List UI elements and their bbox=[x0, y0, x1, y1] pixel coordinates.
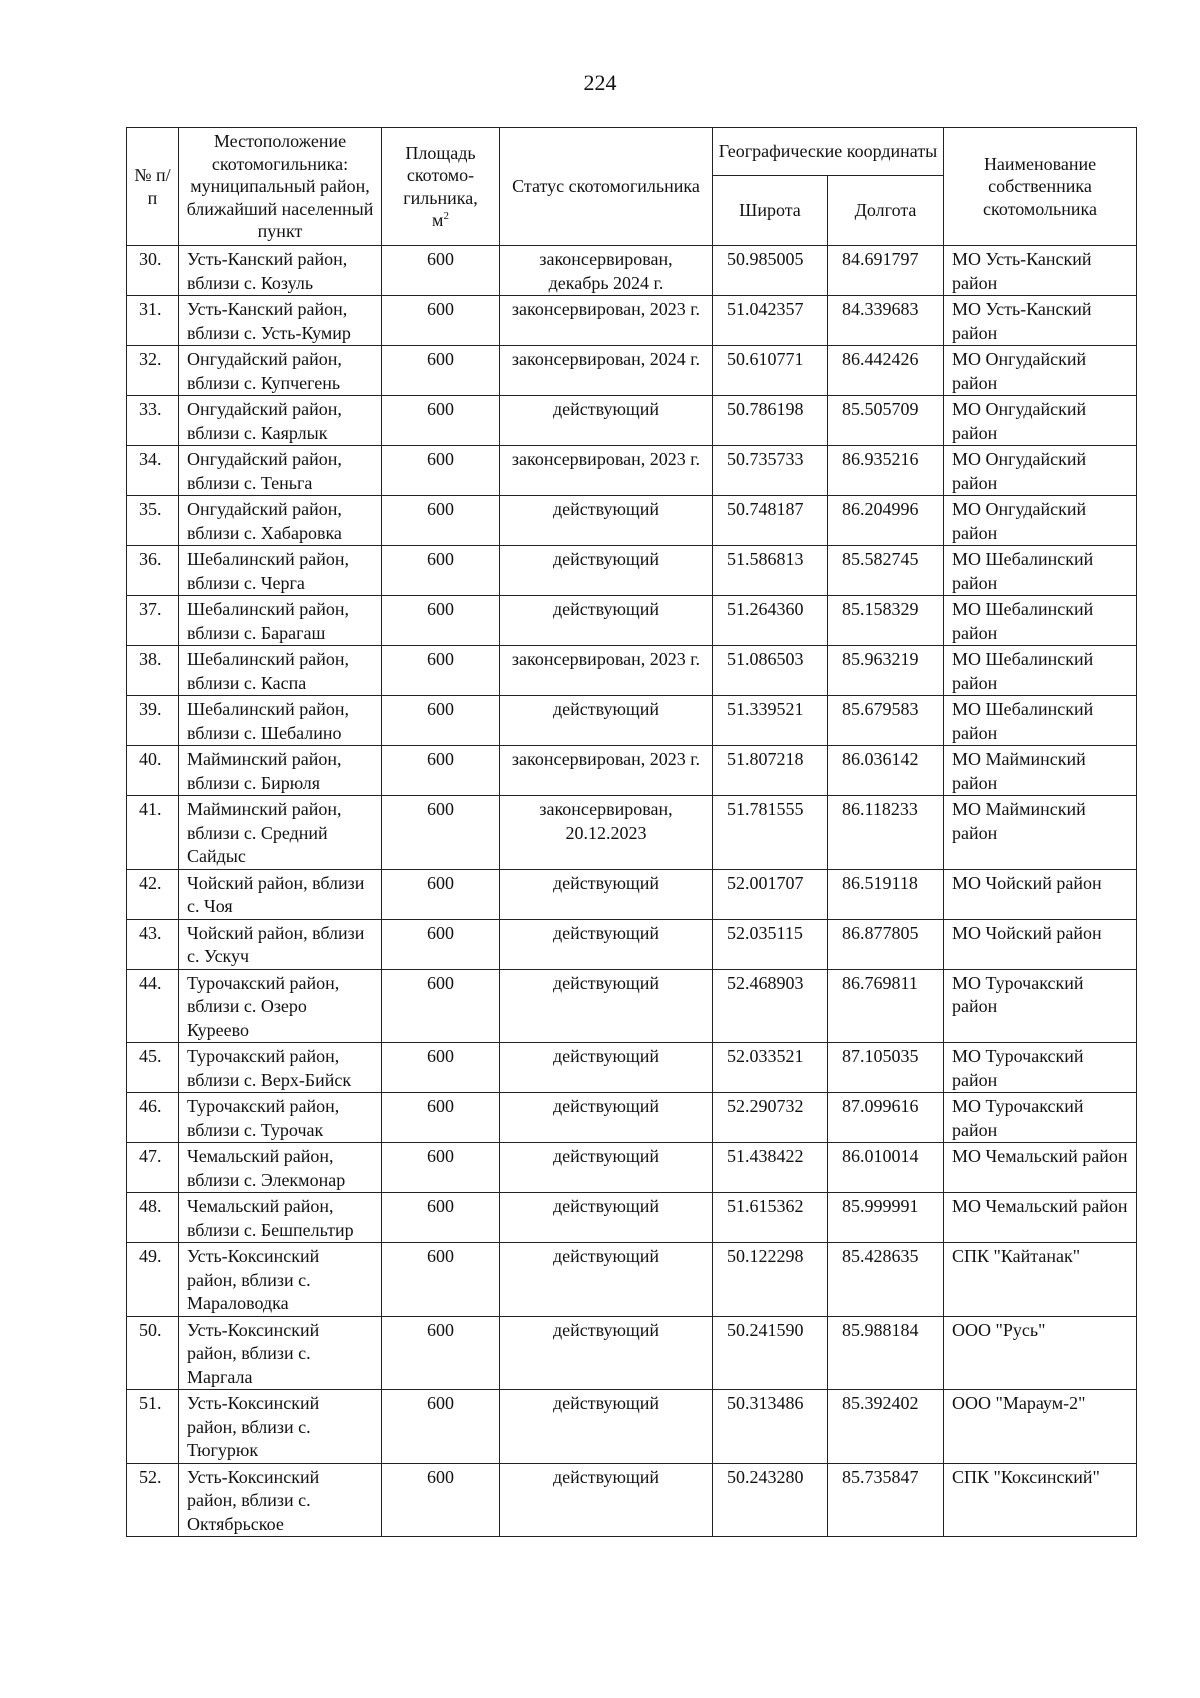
cell-latitude: 52.033521 bbox=[713, 1043, 828, 1093]
cell-latitude: 51.615362 bbox=[713, 1193, 828, 1243]
header-area-unit: м bbox=[432, 210, 444, 230]
table-row bbox=[127, 969, 1137, 1043]
cell-location: Чемальский район, вблизи с. Бешпельтир bbox=[179, 1193, 382, 1243]
cell-area: 600 bbox=[382, 1463, 500, 1537]
cell-num: 31. bbox=[127, 296, 179, 346]
cell-area: 600 bbox=[382, 869, 500, 919]
cell-location: Усть-Коксинский район, вблизи с. Маргала bbox=[179, 1316, 382, 1390]
cell-num: 34. bbox=[127, 446, 179, 496]
header-area-unit-exp: 2 bbox=[443, 210, 449, 222]
cell-status: действующий bbox=[500, 919, 713, 969]
cell-status: действующий bbox=[500, 1043, 713, 1093]
cell-longitude: 86.010014 bbox=[828, 1143, 944, 1193]
cell-status: действующий bbox=[500, 696, 713, 746]
header-status: Статус скотомогильника bbox=[500, 128, 713, 246]
cell-status: действующий bbox=[500, 1143, 713, 1193]
cell-latitude: 50.122298 bbox=[713, 1243, 828, 1317]
cell-num: 43. bbox=[127, 919, 179, 969]
cell-num: 48. bbox=[127, 1193, 179, 1243]
cell-location: Чемальский район, вблизи с. Элекмонар bbox=[179, 1143, 382, 1193]
cell-longitude: 86.442426 bbox=[828, 346, 944, 396]
cell-area: 600 bbox=[382, 796, 500, 870]
cell-owner: ООО "Мараум-2" bbox=[944, 1390, 1137, 1464]
cell-num: 33. bbox=[127, 396, 179, 446]
cell-num: 32. bbox=[127, 346, 179, 396]
cell-longitude: 86.036142 bbox=[828, 746, 944, 796]
cell-area: 600 bbox=[382, 346, 500, 396]
cell-num: 46. bbox=[127, 1093, 179, 1143]
cell-longitude: 86.519118 bbox=[828, 869, 944, 919]
cell-owner: МО Онгудайский район bbox=[944, 396, 1137, 446]
cell-owner: МО Онгудайский район bbox=[944, 496, 1137, 546]
cell-longitude: 86.118233 bbox=[828, 796, 944, 870]
table-row bbox=[127, 746, 1137, 796]
table-body bbox=[127, 246, 1137, 1537]
cell-longitude: 85.158329 bbox=[828, 596, 944, 646]
cell-owner: МО Усть-Канский район bbox=[944, 296, 1137, 346]
cell-longitude: 85.392402 bbox=[828, 1390, 944, 1464]
cell-location: Онгудайский район, вблизи с. Теньга bbox=[179, 446, 382, 496]
header-area bbox=[382, 128, 500, 246]
cell-latitude: 50.610771 bbox=[713, 346, 828, 396]
cell-latitude: 50.786198 bbox=[713, 396, 828, 446]
cell-latitude: 50.313486 bbox=[713, 1390, 828, 1464]
table-row bbox=[127, 919, 1137, 969]
cell-latitude: 50.735733 bbox=[713, 446, 828, 496]
cell-num: 41. bbox=[127, 796, 179, 870]
cell-status: действующий bbox=[500, 969, 713, 1043]
cell-location: Турочакский район, вблизи с. Верх-Бийск bbox=[179, 1043, 382, 1093]
table-row bbox=[127, 1093, 1137, 1143]
cell-owner: МО Майминский район bbox=[944, 796, 1137, 870]
header-owner: Наименование собственника скотомольника bbox=[944, 128, 1137, 246]
cell-longitude: 87.105035 bbox=[828, 1043, 944, 1093]
cell-location: Майминский район, вблизи с. Бирюля bbox=[179, 746, 382, 796]
table-row bbox=[127, 346, 1137, 396]
cell-longitude: 85.988184 bbox=[828, 1316, 944, 1390]
table-row bbox=[127, 446, 1137, 496]
cell-area: 600 bbox=[382, 646, 500, 696]
cell-num: 47. bbox=[127, 1143, 179, 1193]
table-row bbox=[127, 596, 1137, 646]
cell-area: 600 bbox=[382, 1043, 500, 1093]
cell-location: Чойский район, вблизи с. Чоя bbox=[179, 869, 382, 919]
cell-owner: МО Шебалинский район bbox=[944, 546, 1137, 596]
cell-longitude: 85.963219 bbox=[828, 646, 944, 696]
cell-area: 600 bbox=[382, 1193, 500, 1243]
cell-status: действующий bbox=[500, 496, 713, 546]
cell-status: действующий bbox=[500, 546, 713, 596]
header-geo: Географические координаты bbox=[713, 128, 944, 176]
header-num: № п/п bbox=[127, 128, 179, 246]
table-row bbox=[127, 1143, 1137, 1193]
cell-area: 600 bbox=[382, 246, 500, 296]
cell-status: законсервирован, декабрь 2024 г. bbox=[500, 246, 713, 296]
page-number: 224 bbox=[583, 70, 617, 95]
cell-status: действующий bbox=[500, 869, 713, 919]
cell-area: 600 bbox=[382, 1143, 500, 1193]
cell-location: Онгудайский район, вблизи с. Каярлык bbox=[179, 396, 382, 446]
cell-owner: МО Чемальский район bbox=[944, 1193, 1137, 1243]
cell-status: действующий bbox=[500, 396, 713, 446]
cell-longitude: 86.935216 bbox=[828, 446, 944, 496]
cell-num: 49. bbox=[127, 1243, 179, 1317]
cell-owner: МО Чойский район bbox=[944, 869, 1137, 919]
cell-latitude: 51.264360 bbox=[713, 596, 828, 646]
table-row bbox=[127, 1463, 1137, 1537]
cell-location: Турочакский район, вблизи с. Турочак bbox=[179, 1093, 382, 1143]
cell-num: 51. bbox=[127, 1390, 179, 1464]
table-row bbox=[127, 1390, 1137, 1464]
header-location: Местоположение скотомогильника: муниципальный район, ближайший населенный пункт bbox=[179, 128, 382, 246]
table-row bbox=[127, 246, 1137, 296]
cell-latitude: 50.985005 bbox=[713, 246, 828, 296]
cell-num: 40. bbox=[127, 746, 179, 796]
table-header bbox=[127, 128, 1137, 246]
cell-latitude: 50.243280 bbox=[713, 1463, 828, 1537]
cell-area: 600 bbox=[382, 1316, 500, 1390]
cell-location: Усть-Коксинский район, вблизи с. Октябрьское bbox=[179, 1463, 382, 1537]
cell-latitude: 52.468903 bbox=[713, 969, 828, 1043]
cell-owner: МО Турочакский район bbox=[944, 1093, 1137, 1143]
cell-owner: СПК "Кайтанак" bbox=[944, 1243, 1137, 1317]
table-row bbox=[127, 496, 1137, 546]
cell-location: Шебалинский район, вблизи с. Каспа bbox=[179, 646, 382, 696]
table-row bbox=[127, 796, 1137, 870]
table-row bbox=[127, 646, 1137, 696]
cell-latitude: 50.748187 bbox=[713, 496, 828, 546]
cell-area: 600 bbox=[382, 546, 500, 596]
cell-location: Усть-Коксинский район, вблизи с. Тюгурюк bbox=[179, 1390, 382, 1464]
cell-status: законсервирован, 2023 г. bbox=[500, 296, 713, 346]
cell-latitude: 51.586813 bbox=[713, 546, 828, 596]
cell-longitude: 85.505709 bbox=[828, 396, 944, 446]
table-row bbox=[127, 396, 1137, 446]
cell-area: 600 bbox=[382, 1243, 500, 1317]
cell-latitude: 52.290732 bbox=[713, 1093, 828, 1143]
cell-longitude: 84.691797 bbox=[828, 246, 944, 296]
cell-num: 30. bbox=[127, 246, 179, 296]
cell-latitude: 51.438422 bbox=[713, 1143, 828, 1193]
cell-num: 50. bbox=[127, 1316, 179, 1390]
cell-longitude: 85.999991 bbox=[828, 1193, 944, 1243]
cell-area: 600 bbox=[382, 496, 500, 546]
cell-num: 35. bbox=[127, 496, 179, 546]
cell-location: Усть-Коксинский район, вблизи с. Мараловодка bbox=[179, 1243, 382, 1317]
cell-num: 36. bbox=[127, 546, 179, 596]
cell-status: действующий bbox=[500, 1093, 713, 1143]
cell-location: Чойский район, вблизи с. Ускуч bbox=[179, 919, 382, 969]
header-latitude: Широта bbox=[713, 176, 828, 246]
cell-area: 600 bbox=[382, 1093, 500, 1143]
cell-status: законсервирован, 2023 г. bbox=[500, 746, 713, 796]
cell-area: 600 bbox=[382, 596, 500, 646]
table-row bbox=[127, 1043, 1137, 1093]
cell-location: Шебалинский район, вблизи с. Шебалино bbox=[179, 696, 382, 746]
table-row bbox=[127, 546, 1137, 596]
cell-status: законсервирован, 2023 г. bbox=[500, 446, 713, 496]
cell-area: 600 bbox=[382, 746, 500, 796]
cell-location: Усть-Канский район, вблизи с. Усть-Кумир bbox=[179, 296, 382, 346]
cell-owner: МО Шебалинский район bbox=[944, 696, 1137, 746]
cell-location: Онгудайский район, вблизи с. Купчегень bbox=[179, 346, 382, 396]
cell-latitude: 52.001707 bbox=[713, 869, 828, 919]
cell-area: 600 bbox=[382, 396, 500, 446]
cell-num: 42. bbox=[127, 869, 179, 919]
cell-area: 600 bbox=[382, 296, 500, 346]
cell-area: 600 bbox=[382, 446, 500, 496]
cell-latitude: 52.035115 bbox=[713, 919, 828, 969]
cell-status: действующий bbox=[500, 1243, 713, 1317]
cell-status: действующий bbox=[500, 1390, 713, 1464]
cell-longitude: 86.769811 bbox=[828, 969, 944, 1043]
cell-latitude: 50.241590 bbox=[713, 1316, 828, 1390]
cell-owner: МО Турочакский район bbox=[944, 969, 1137, 1043]
cell-num: 38. bbox=[127, 646, 179, 696]
cell-location: Турочакский район, вблизи с. Озеро Куреево bbox=[179, 969, 382, 1043]
cell-num: 45. bbox=[127, 1043, 179, 1093]
cell-location: Майминский район, вблизи с. Средний Сайдыс bbox=[179, 796, 382, 870]
cell-latitude: 51.086503 bbox=[713, 646, 828, 696]
cell-longitude: 87.099616 bbox=[828, 1093, 944, 1143]
cell-owner: МО Шебалинский район bbox=[944, 646, 1137, 696]
cell-num: 52. bbox=[127, 1463, 179, 1537]
cell-owner: МО Майминский район bbox=[944, 746, 1137, 796]
cell-area: 600 bbox=[382, 696, 500, 746]
cell-latitude: 51.807218 bbox=[713, 746, 828, 796]
cell-owner: СПК "Коксинский" bbox=[944, 1463, 1137, 1537]
cell-latitude: 51.042357 bbox=[713, 296, 828, 346]
header-area-text: Площадь скотомо-гильника, bbox=[403, 142, 478, 208]
cell-location: Шебалинский район, вблизи с. Черга bbox=[179, 546, 382, 596]
cell-status: действующий bbox=[500, 596, 713, 646]
cell-owner: МО Турочакский район bbox=[944, 1043, 1137, 1093]
cell-owner: МО Чойский район bbox=[944, 919, 1137, 969]
table-row bbox=[127, 1193, 1137, 1243]
burial-sites-table bbox=[126, 127, 1137, 1537]
cell-longitude: 85.679583 bbox=[828, 696, 944, 746]
table-row bbox=[127, 296, 1137, 346]
cell-owner: МО Усть-Канский район bbox=[944, 246, 1137, 296]
cell-num: 39. bbox=[127, 696, 179, 746]
cell-status: действующий bbox=[500, 1463, 713, 1537]
cell-longitude: 85.582745 bbox=[828, 546, 944, 596]
table-row bbox=[127, 869, 1137, 919]
cell-longitude: 86.877805 bbox=[828, 919, 944, 969]
cell-status: законсервирован, 2024 г. bbox=[500, 346, 713, 396]
cell-num: 44. bbox=[127, 969, 179, 1043]
cell-owner: МО Онгудайский район bbox=[944, 446, 1137, 496]
header-longitude: Долгота bbox=[828, 176, 944, 246]
cell-area: 600 bbox=[382, 969, 500, 1043]
cell-latitude: 51.339521 bbox=[713, 696, 828, 746]
cell-status: законсервирован, 2023 г. bbox=[500, 646, 713, 696]
table-row bbox=[127, 696, 1137, 746]
cell-status: действующий bbox=[500, 1316, 713, 1390]
cell-owner: ООО "Русь" bbox=[944, 1316, 1137, 1390]
cell-longitude: 84.339683 bbox=[828, 296, 944, 346]
cell-owner: МО Чемальский район bbox=[944, 1143, 1137, 1193]
cell-location: Онгудайский район, вблизи с. Хабаровка bbox=[179, 496, 382, 546]
cell-area: 600 bbox=[382, 919, 500, 969]
cell-longitude: 85.428635 bbox=[828, 1243, 944, 1317]
cell-longitude: 85.735847 bbox=[828, 1463, 944, 1537]
cell-num: 37. bbox=[127, 596, 179, 646]
cell-location: Усть-Канский район, вблизи с. Козуль bbox=[179, 246, 382, 296]
cell-owner: МО Онгудайский район bbox=[944, 346, 1137, 396]
table-row bbox=[127, 1243, 1137, 1317]
cell-status: действующий bbox=[500, 1193, 713, 1243]
cell-longitude: 86.204996 bbox=[828, 496, 944, 546]
table-row bbox=[127, 1316, 1137, 1390]
cell-latitude: 51.781555 bbox=[713, 796, 828, 870]
cell-status: законсервирован, 20.12.2023 bbox=[500, 796, 713, 870]
cell-owner: МО Шебалинский район bbox=[944, 596, 1137, 646]
cell-location: Шебалинский район, вблизи с. Барагаш bbox=[179, 596, 382, 646]
cell-area: 600 bbox=[382, 1390, 500, 1464]
